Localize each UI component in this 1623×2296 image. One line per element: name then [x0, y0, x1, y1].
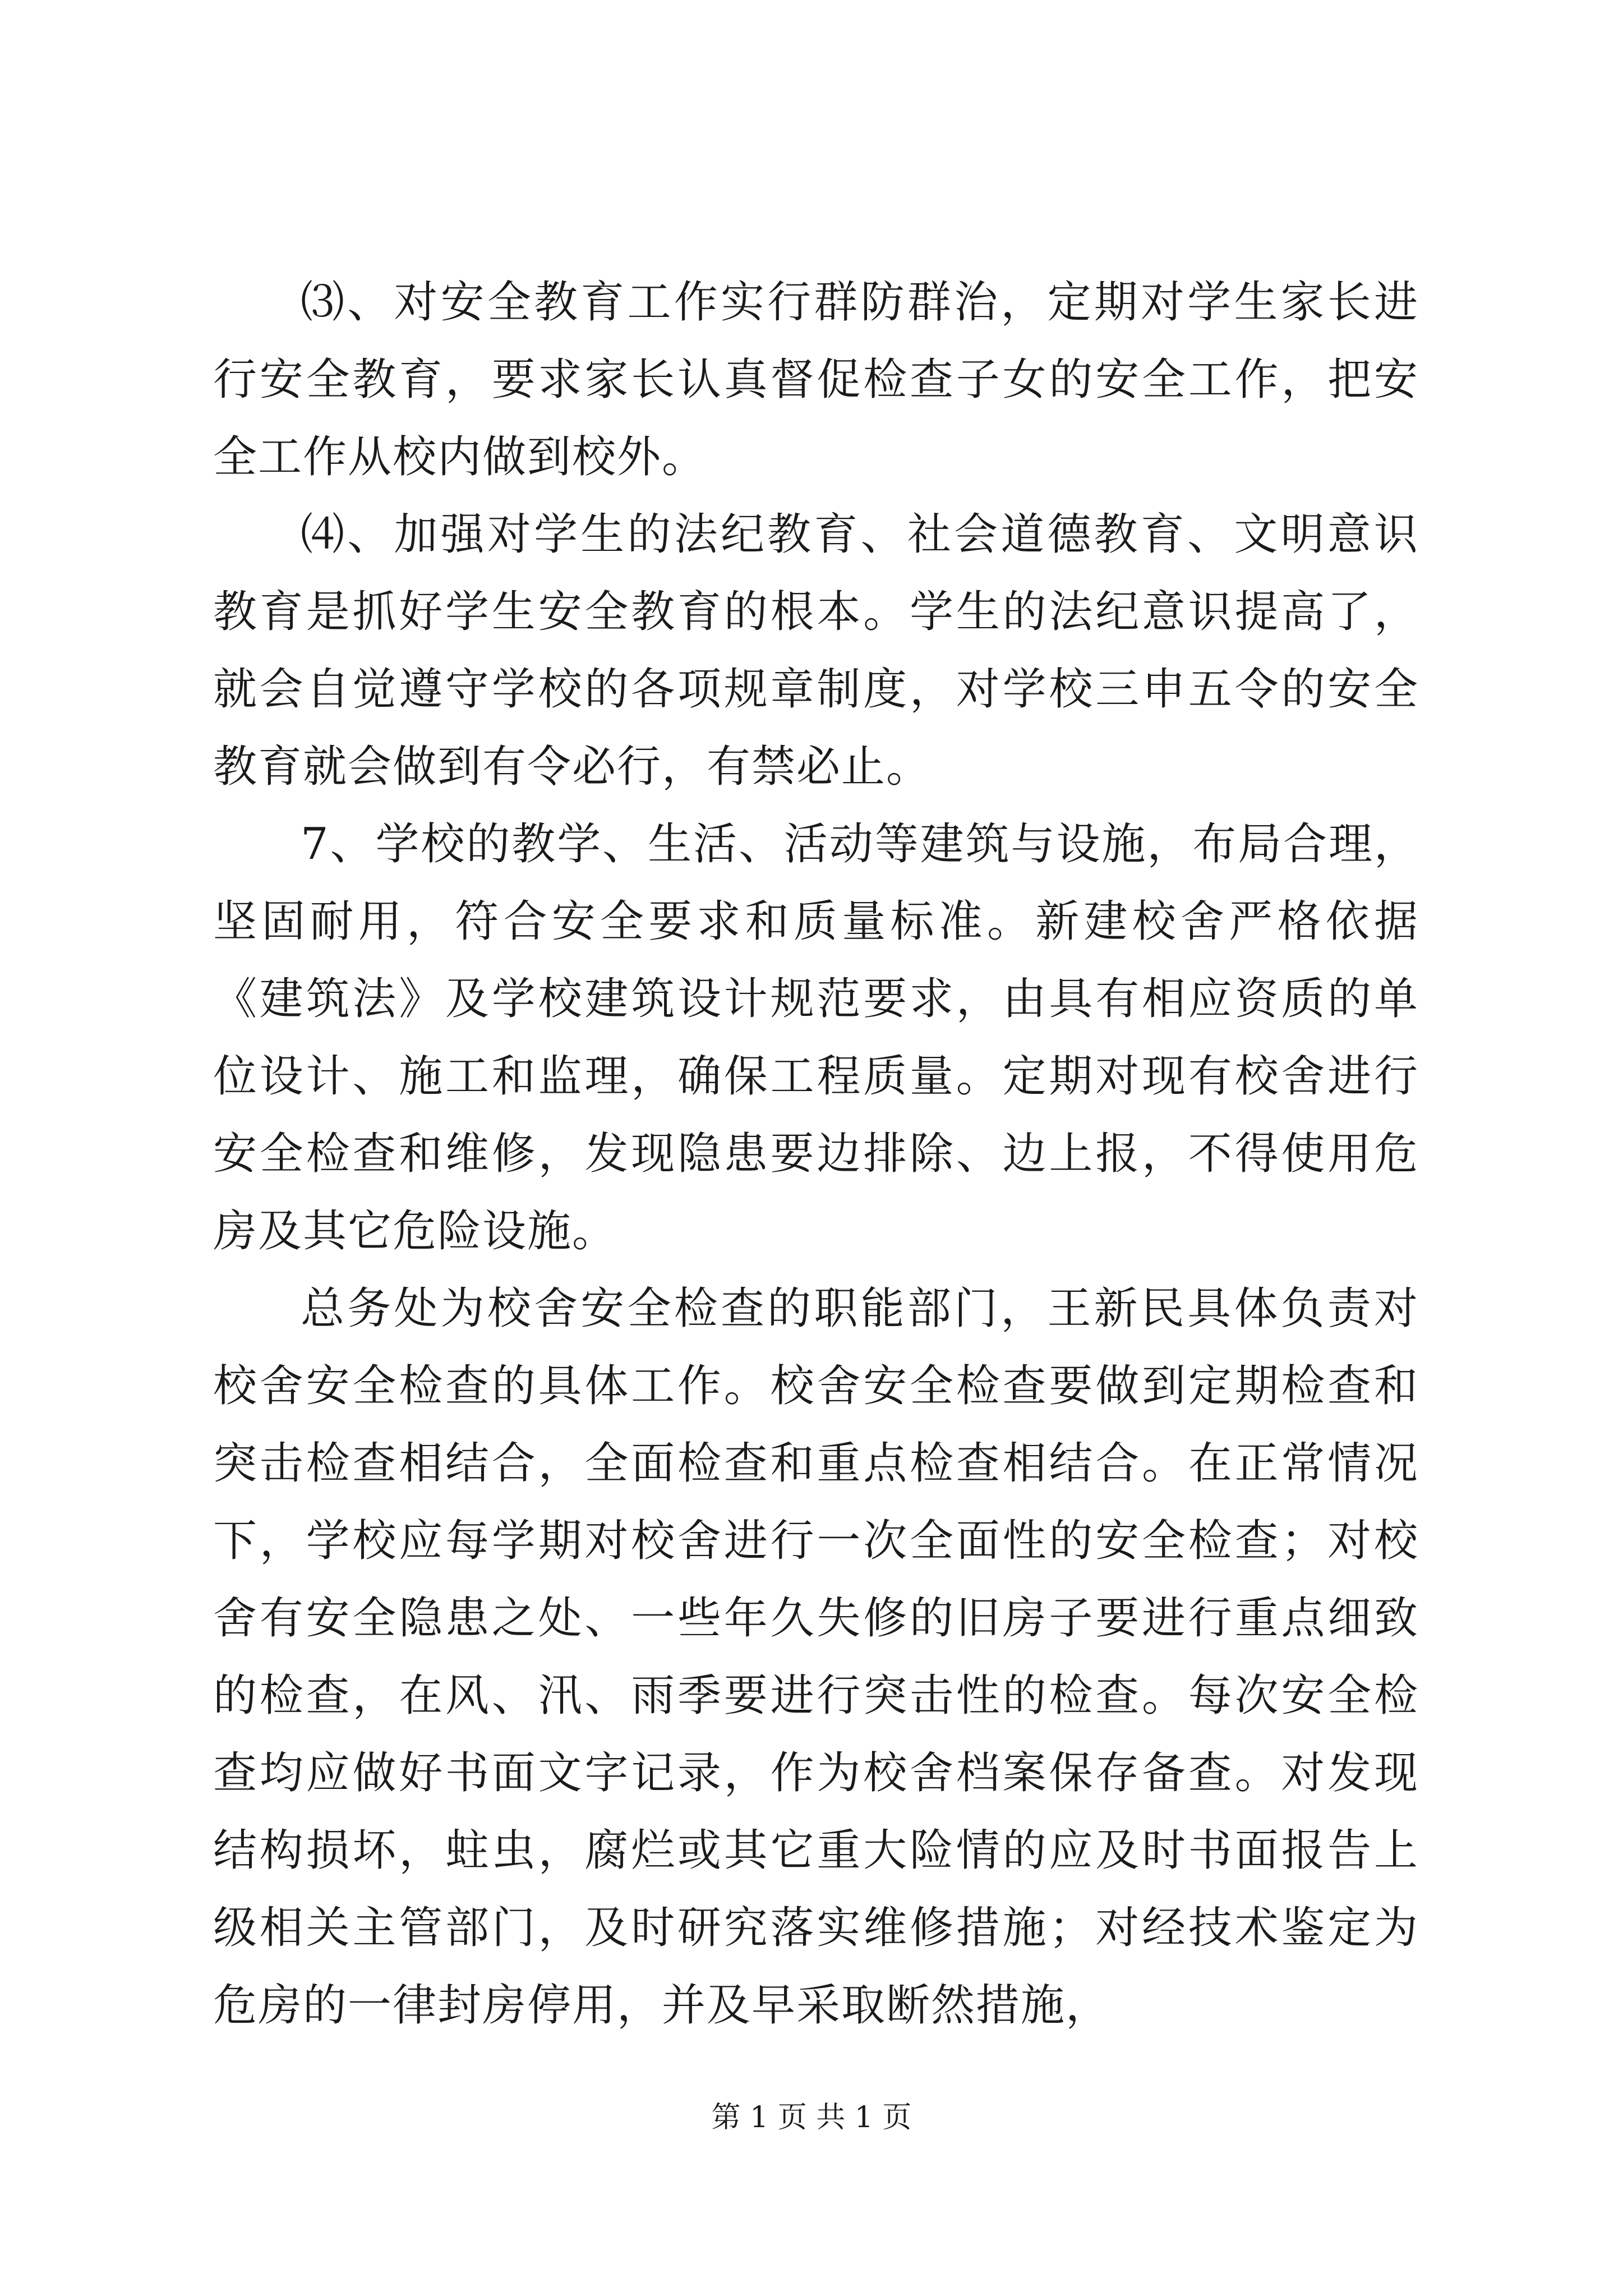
- paragraph-safety-education-parents: ⑶、对安全教育工作实行群防群治，定期对学生家长进行安全教育，要求家长认真督促检查子女的安全工作，把安全工作从校内做到校外。: [213, 277, 1419, 482]
- paragraph-buildings-facilities: 7、学校的教学、生活、活动等建筑与设施，布局合理，坚固耐用，符合安全要求和质量标准。新建校舍严格依据《建筑法》及学校建筑设计规范要求，由具有相应资质的单位设计、施工和监理，确保工程质量。定期对现有校舍进行安全检查和维修，发现隐患要边排除、边上报，不得使用危房及其它危险设施。: [213, 819, 1419, 1257]
- paragraph-general-affairs-inspection: 总务处为校舍安全检查的职能部门，王新民具体负责对校舍安全检查的具体工作。校舍安全检查要做到定期检查和突击检查相结合，全面检查和重点检查相结合。在正常情况下，学校应每学期对校舍进行一次全面性的安全检查；对校舍有安全隐患之处、一些年久失修的旧房子要进行重点细致的检查，在风、汛、雨季要进行突击性的检查。每次安全检查均应做好书面文字记录，作为校舍档案保存备查。对发现结构损坏，蛀虫，腐烂或其它重大险情的应及时书面报告上级相关主管部门，及时研究落实维修措施；对经技术鉴定为危房的一律封房停用，并及早采取断然措施，: [213, 1283, 1419, 2031]
- document-body: [213, 264, 1419, 2044]
- paragraph-legal-education: ⑷、加强对学生的法纪教育、社会道德教育、文明意识教育是抓好学生安全教育的根本。学生的法纪意识提高了，就会自觉遵守学校的各项规章制度，对学校三申五令的安全教育就会做到有令必行，有禁必止。: [213, 509, 1419, 792]
- page-footer: 第 1 页 共 1 页: [711, 2101, 912, 2134]
